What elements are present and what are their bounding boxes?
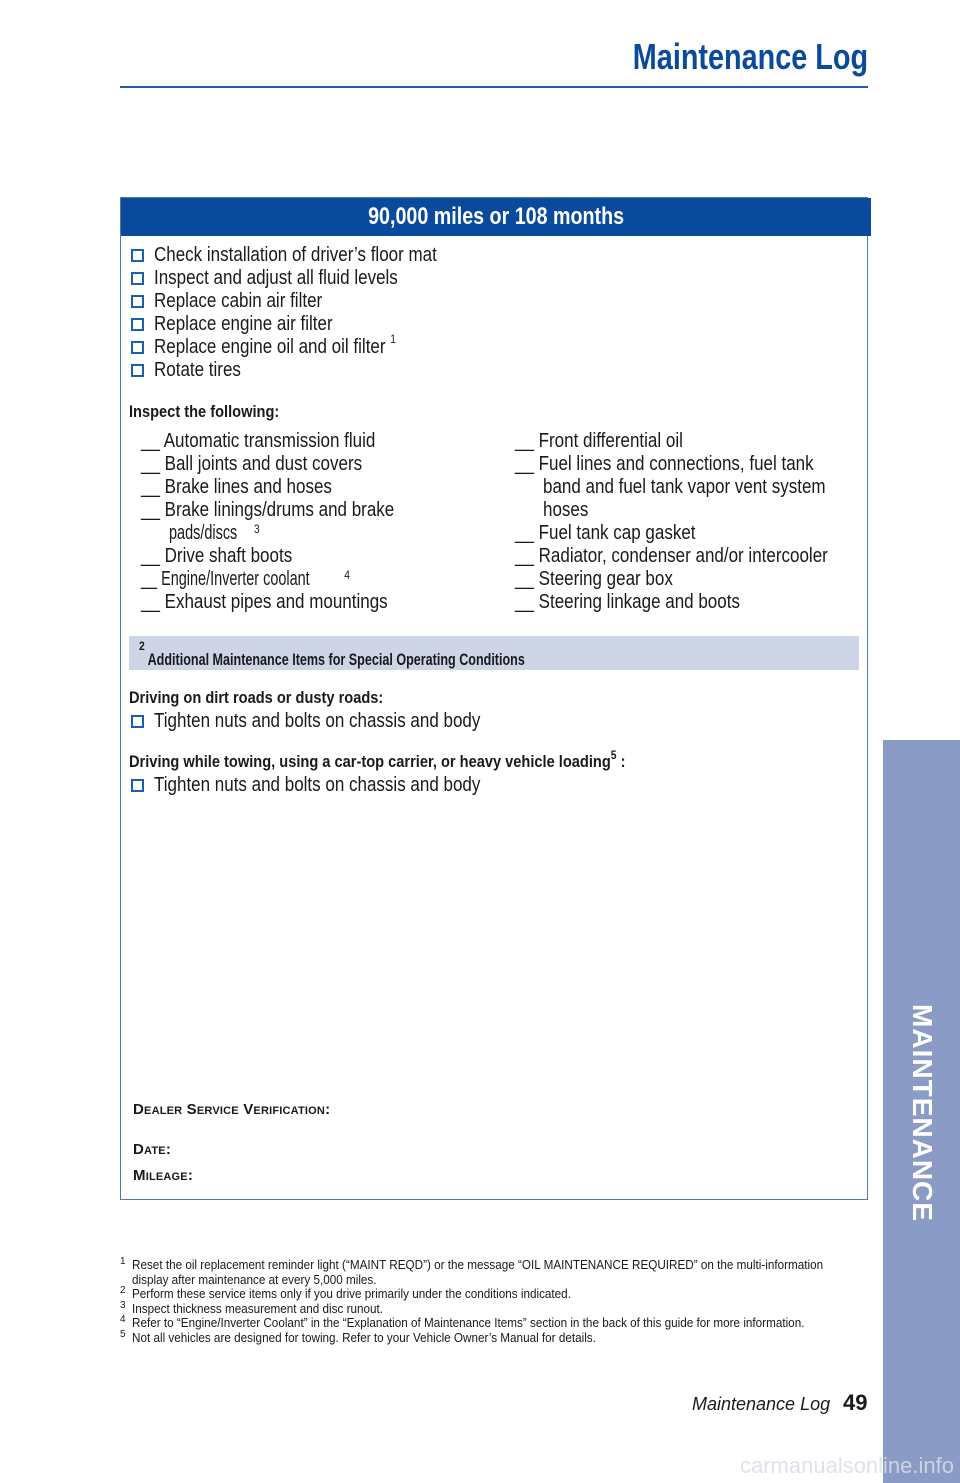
interval-header — [121, 198, 871, 236]
inspect-item-continued: pads/discs $^3$ — [169, 522, 260, 544]
dirt-roads-item — [131, 710, 538, 733]
checkbox[interactable] — [131, 249, 144, 262]
checklist-item — [131, 244, 487, 267]
inspect-item: __ Brake lines and hoses — [141, 476, 332, 498]
maintenance-interval-card — [120, 197, 868, 1200]
inspect-item: __ Engine/Inverter coolant $^4$ — [141, 568, 350, 590]
checklist — [131, 244, 487, 382]
footnotes — [120, 1258, 862, 1345]
inspect-item-continued: band and fuel tank vapor vent system — [543, 476, 826, 498]
footnote: 4 Refer to “Engine/Inverter Coolant” in the “Explanation of Maintenance Items” section in the back of this guide for more information. — [120, 1314, 805, 1330]
footnote-ref: 2 — [139, 639, 145, 653]
footnote: 1 Reset the oil replacement reminder light (“MAINT REQD”) or the message “OIL MAINTENANCE REQUIRED” on the multi-information display after maintenance at every 5,000 miles. — [120, 1256, 824, 1287]
checklist-item-label: Check installation of driver’s floor mat — [154, 244, 437, 266]
dealer-verification-label: Dealer Service Verification: — [133, 1101, 331, 1118]
footnote-ref: 3 — [254, 522, 260, 536]
side-tab-label-wrap — [884, 998, 959, 1228]
title-divider — [120, 86, 868, 88]
footnote-ref: 5 — [610, 748, 617, 762]
checklist-item — [131, 359, 487, 382]
checklist-item-label: Tighten nuts and bolts on chassis and body — [154, 710, 481, 732]
interval-label: 90,000 miles or 108 months — [368, 203, 624, 230]
page-title: Maintenance Log — [632, 36, 868, 77]
inspect-heading: Inspect the following: — [129, 402, 280, 421]
checklist-item — [131, 332, 487, 359]
inspect-list-right — [515, 430, 883, 614]
checkbox[interactable] — [131, 295, 144, 308]
inspect-item-continued: hoses — [543, 499, 589, 521]
footnote: 2 Perform these service items only if you drive primarily under the conditions indicated. — [120, 1285, 571, 1301]
mileage-label: Mileage: — [133, 1167, 194, 1184]
inspect-item: __ Fuel tank cap gasket — [515, 522, 696, 544]
inspect-item: __ Ball joints and dust covers — [141, 453, 363, 475]
footnote: 5 Not all vehicles are designed for towing. Refer to your Vehicle Owner’s Manual for details. — [120, 1328, 596, 1345]
dirt-roads-heading: Driving on dirt roads or dusty roads: — [129, 688, 384, 707]
checklist-item-label: Inspect and adjust all fluid levels — [154, 267, 398, 289]
checklist-item-label: Replace engine oil and oil filter — [154, 336, 386, 358]
checklist-item — [131, 290, 487, 313]
additional-heading: Additional Maintenance Items for Special Operating Conditions — [147, 650, 525, 669]
inspect-item: __ Automatic transmission fluid — [141, 430, 376, 452]
checkbox[interactable] — [131, 779, 144, 792]
inspect-item: __ Radiator, condenser and/or intercooler — [515, 545, 828, 567]
inspect-item: __ Steering gear box — [515, 568, 673, 590]
watermark: carmanualsonline.info — [739, 1453, 954, 1478]
inspect-item: __ Front differential oil — [515, 430, 683, 452]
inspect-item: __ Drive shaft boots — [141, 545, 293, 567]
footnote-ref: 4 — [344, 568, 350, 582]
page-number: 49 — [843, 1390, 868, 1415]
inspect-item: __ Exhaust pipes and mountings — [141, 591, 388, 613]
towing-heading: Driving while towing, using a car-top carrier, or heavy vehicle loading$^5$ : — [129, 748, 626, 771]
checklist-item — [131, 313, 487, 336]
side-tab-label: MAINTENANCE — [906, 1004, 938, 1222]
checkbox[interactable] — [131, 272, 144, 285]
inspect-item: __ Fuel lines and connections, fuel tank — [515, 453, 814, 475]
checkbox[interactable] — [131, 364, 144, 377]
inspect-item: __ Brake linings/drums and brake — [141, 499, 395, 521]
checklist-item — [131, 267, 487, 290]
checklist-item-label: Tighten nuts and bolts on chassis and body — [154, 774, 481, 796]
checklist-item-label: Replace engine air filter — [154, 313, 333, 335]
additional-items-band — [129, 636, 859, 670]
footnote: 3 Inspect thickness measurement and disc runout. — [120, 1299, 384, 1316]
checkbox[interactable] — [131, 341, 144, 354]
footer-section-label: Maintenance Log — [692, 1394, 831, 1414]
inspect-item: __ Steering linkage and boots — [515, 591, 740, 613]
date-label: Date: — [133, 1141, 172, 1158]
inspect-list-left — [141, 430, 439, 614]
footnote-ref: 1 — [390, 332, 396, 346]
checkbox[interactable] — [131, 318, 144, 331]
towing-item — [131, 774, 538, 797]
checkbox[interactable] — [131, 715, 144, 728]
checklist-item-label: Replace cabin air filter — [154, 290, 323, 312]
checklist-item-label: Rotate tires — [154, 359, 241, 381]
